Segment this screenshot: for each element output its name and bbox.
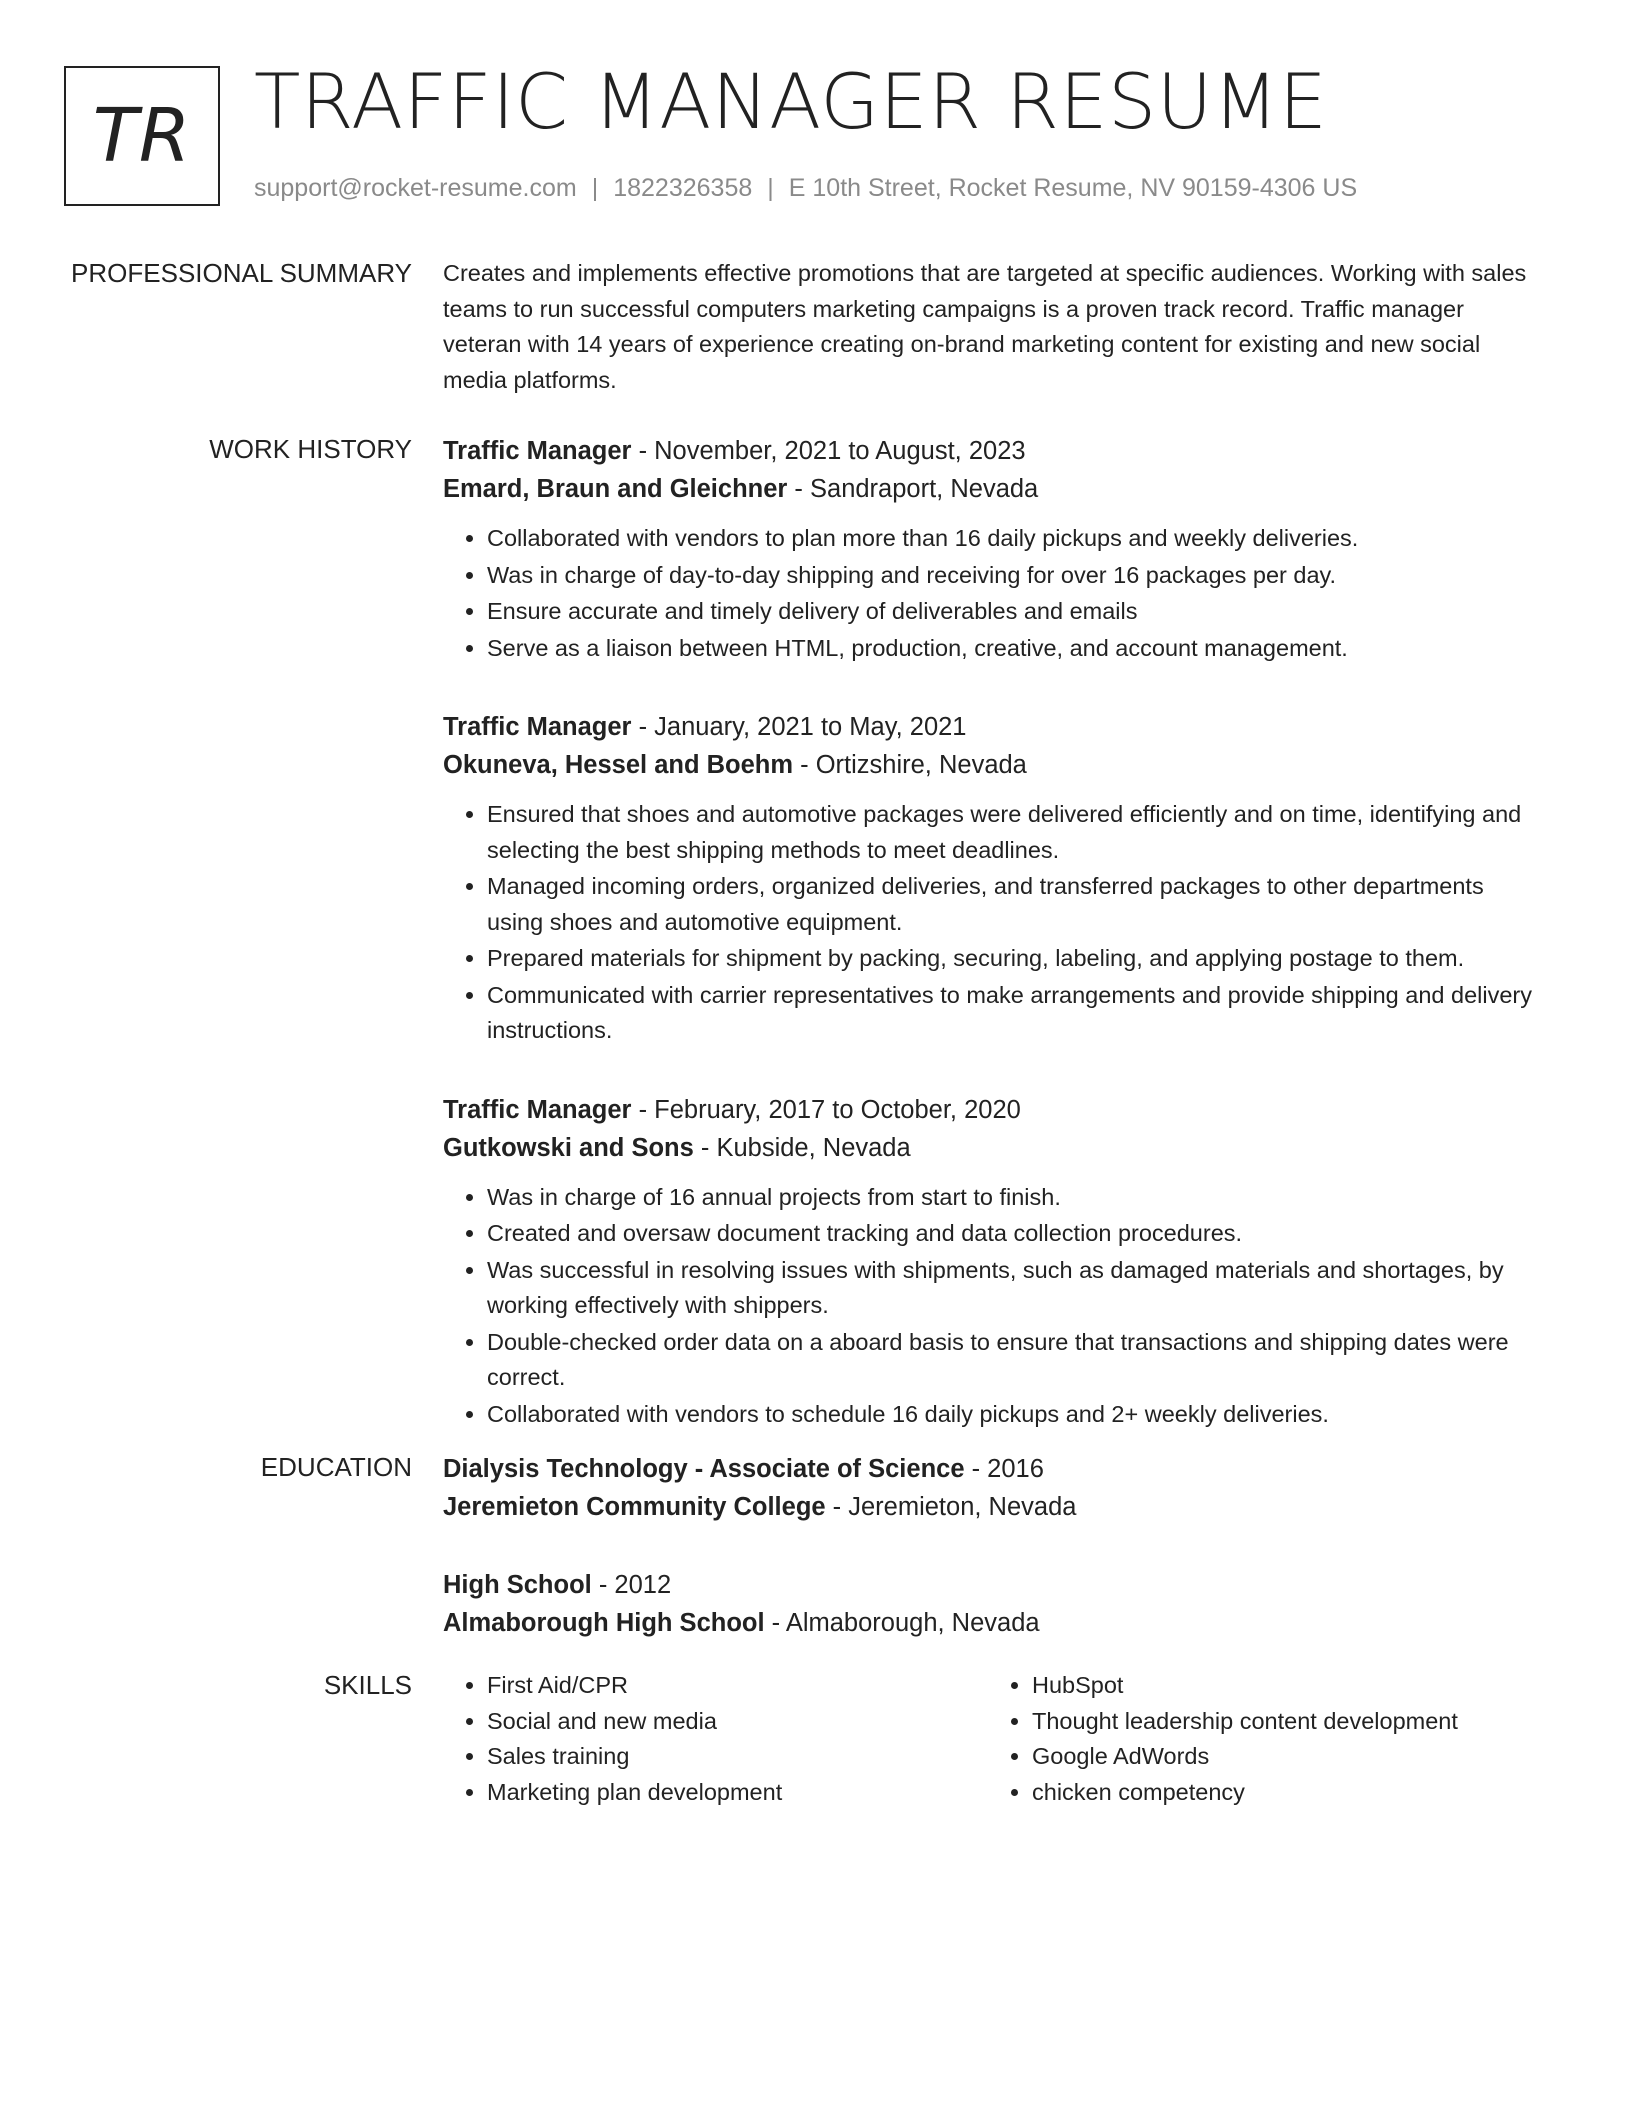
skill-item: • Sales training <box>487 1739 988 1775</box>
job-dates: - November, 2021 to August, 2023 <box>631 437 1026 465</box>
skill-item: • Social and new media <box>487 1704 988 1740</box>
education-school: Jeremieton Community College <box>443 1493 826 1521</box>
job-entry <box>443 1091 1533 1433</box>
job-bullets <box>443 797 1533 1049</box>
job-dates: - February, 2017 to October, 2020 <box>631 1095 1021 1124</box>
job-dates: - January, 2021 to May, 2021 <box>631 713 967 741</box>
skill-item: • First Aid/CPR <box>487 1668 988 1704</box>
education-entry <box>443 1450 1533 1526</box>
job-bullet: • Prepared materials for shipment by packing, securing, labeling, and applying postage to them. <box>487 941 1533 977</box>
section-label-education: EDUCATION <box>260 1452 412 1482</box>
job-title-line <box>443 432 1533 470</box>
contact-phone: 1822326358 <box>613 174 753 202</box>
job-location: - Kubside, Nevada <box>693 1133 911 1162</box>
contact-address: E 10th Street, Rocket Resume, NV 90159-4306 US <box>788 174 1358 202</box>
education-school-line <box>443 1604 1533 1642</box>
job-bullet: • Managed incoming orders, organized deliveries, and transferred packages to other departments using shoes and automotive equipment. <box>487 869 1533 940</box>
job-title: Traffic Manager <box>443 437 632 465</box>
job-title: Traffic Manager <box>443 713 632 741</box>
education-school: Almaborough High School <box>443 1609 765 1637</box>
job-bullet: • Double-checked order data on a aboard basis to ensure that transactions and shipping dates were correct. <box>487 1325 1533 1396</box>
job-bullet: • Was in charge of day-to-day shipping and receiving for over 16 packages per day. <box>487 558 1533 594</box>
section-label-work-history: WORK HISTORY <box>209 434 412 464</box>
job-title-line <box>443 708 1533 746</box>
job-bullet: • Ensure accurate and timely delivery of deliverables and emails <box>487 594 1533 630</box>
job-bullet: • Ensured that shoes and automotive packages were delivered efficiently and on time, identifying and selecting the best shipping methods to meet deadlines. <box>487 797 1533 868</box>
monogram-box <box>64 66 220 206</box>
education-school-line <box>443 1488 1533 1526</box>
job-bullet: • Was successful in resolving issues with shipments, such as damaged materials and shortages, by working effectively with shippers. <box>487 1253 1533 1324</box>
resume-title: TRAFFIC MANAGER RESUME <box>254 57 1328 146</box>
contact-email: support@rocket-resume.com <box>254 174 577 202</box>
job-bullets <box>443 521 1533 666</box>
job-location: - Sandraport, Nevada <box>787 475 1039 503</box>
skill-item: • Marketing plan development <box>487 1775 988 1811</box>
education-degree: High School <box>443 1571 592 1599</box>
monogram-initials: TR <box>92 93 192 179</box>
job-company-line <box>443 1129 1533 1167</box>
job-bullet: • Serve as a liaison between HTML, production, creative, and account management. <box>487 631 1533 667</box>
education-location: - Almaborough, Nevada <box>764 1609 1040 1637</box>
job-company: Okuneva, Hessel and Boehm <box>443 751 794 779</box>
skills-grid <box>443 1668 1533 1810</box>
job-company: Emard, Braun and Gleichner <box>443 475 788 503</box>
job-company: Gutkowski and Sons <box>443 1133 694 1162</box>
skills-column-right <box>988 1668 1533 1810</box>
job-entry <box>443 708 1533 1049</box>
job-title-line <box>443 1091 1533 1129</box>
skill-item: • HubSpot <box>1032 1668 1533 1704</box>
education-location: - Jeremieton, Nevada <box>825 1493 1077 1521</box>
skill-item: • Google AdWords <box>1032 1739 1533 1775</box>
skill-item: • chicken competency <box>1032 1775 1533 1811</box>
job-title: Traffic Manager <box>443 1095 632 1124</box>
education-year: - 2012 <box>591 1571 672 1599</box>
education-year: - 2016 <box>964 1455 1044 1483</box>
job-location: - Ortizshire, Nevada <box>793 751 1027 779</box>
education-entry <box>443 1566 1533 1642</box>
job-bullet: • Was in charge of 16 annual projects from start to finish. <box>487 1180 1533 1216</box>
section-label-summary: PROFESSIONAL SUMMARY <box>71 258 412 288</box>
skills-column-left <box>443 1668 988 1810</box>
contact-separator: | <box>767 174 774 202</box>
job-bullet: • Collaborated with vendors to schedule 16 daily pickups and 2+ weekly deliveries. <box>487 1397 1533 1433</box>
education-degree: Dialysis Technology - Associate of Science <box>443 1455 965 1483</box>
section-label-skills: SKILLS <box>323 1670 412 1700</box>
job-bullet: • Collaborated with vendors to plan more than 16 daily pickups and weekly deliveries. <box>487 521 1533 557</box>
job-bullets <box>443 1180 1533 1433</box>
job-bullet: • Created and oversaw document tracking and data collection procedures. <box>487 1216 1533 1252</box>
job-company-line <box>443 746 1533 784</box>
summary-text: Creates and implements effective promotions that are targeted at specific audiences. Working with sales teams to run successful computers marketing campaigns is a proven track record. Traffic manager veteran with 14 years of experience creating on-brand marketing content for existing and new social media platforms. <box>443 260 1527 393</box>
contact-separator: | <box>591 174 599 202</box>
job-bullet: • Communicated with carrier representatives to make arrangements and provide shipping and delivery instructions. <box>487 978 1533 1049</box>
job-entry <box>443 432 1533 666</box>
skill-item: • Thought leadership content development <box>1032 1704 1533 1740</box>
education-degree-line <box>443 1566 1533 1604</box>
job-company-line <box>443 470 1533 508</box>
education-degree-line <box>443 1450 1533 1488</box>
contact-line <box>254 174 1357 203</box>
